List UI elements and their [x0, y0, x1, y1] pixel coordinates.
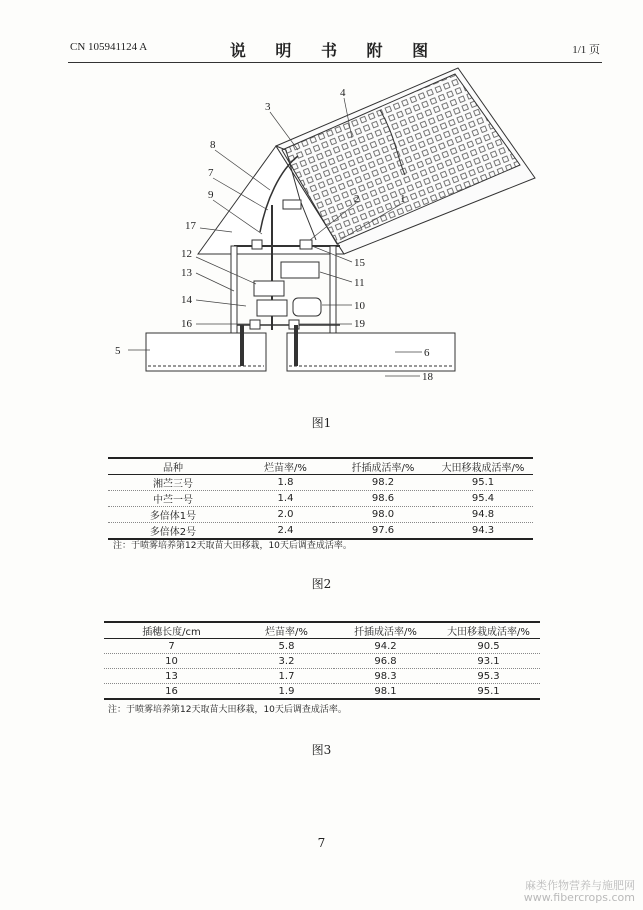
table-header-cell: 大田移栽成活率/% [437, 622, 540, 639]
callout-16: 16 [181, 318, 192, 330]
table-cell: 98.6 [333, 491, 433, 507]
figure3-note: 注：于喷雾培养第12天取苗大田移栽，10天后调查成活率。 [108, 705, 347, 715]
callout-12: 12 [181, 248, 192, 260]
table-row [104, 654, 540, 669]
table-cell: 94.8 [433, 507, 533, 523]
table-header-cell: 烂苗率/% [239, 622, 334, 639]
table-cell: 90.5 [437, 639, 540, 654]
controller-box-11 [281, 262, 319, 278]
table-row [108, 523, 533, 540]
callout-18: 18 [422, 371, 433, 383]
callout-7: 7 [208, 167, 214, 179]
table-cell: 7 [104, 639, 239, 654]
table-cell: 1.9 [239, 684, 334, 700]
valve-left [252, 240, 262, 249]
callout-17: 17 [185, 220, 196, 232]
table-cell: 2.0 [238, 507, 333, 523]
callout-3: 3 [265, 101, 271, 113]
page-number: 7 [317, 836, 326, 850]
table-cell: 95.1 [437, 684, 540, 700]
table-cell: 95.3 [437, 669, 540, 684]
page-info: 1/1 页 [572, 44, 600, 56]
callout-9: 9 [208, 189, 214, 201]
page-title: 说 明 书 附 图 [229, 41, 441, 60]
watermark-name: 麻类作物营养与施肥网 [525, 879, 635, 892]
box-12 [254, 281, 284, 296]
table-header-cell: 品种 [108, 458, 238, 475]
table-cell: 98.1 [334, 684, 437, 700]
callout-5: 5 [115, 345, 121, 357]
table-cell: 98.3 [334, 669, 437, 684]
table-cell: 93.1 [437, 654, 540, 669]
table-header-cell: 扦插成活率/% [334, 622, 437, 639]
table-header-cell: 烂苗率/% [238, 458, 333, 475]
callout-11: 11 [354, 277, 365, 289]
table-cell: 中苎一号 [108, 491, 238, 507]
publication-number: CN 105941124 A [70, 41, 148, 53]
table-cell: 97.6 [333, 523, 433, 540]
table-cell: 96.8 [334, 654, 437, 669]
table-cell: 湘苎三号 [108, 475, 238, 491]
figure3-caption: 图3 [311, 743, 332, 757]
table-cell: 多倍体1号 [108, 507, 238, 523]
figure2-caption: 图2 [311, 577, 332, 591]
tray-5 [146, 333, 266, 371]
callout-4: 4 [340, 87, 346, 99]
callout-13: 13 [181, 267, 192, 279]
valve-right [300, 240, 312, 249]
table-header-cell: 扦插成活率/% [333, 458, 433, 475]
table-cell: 2.4 [238, 523, 333, 540]
watermark [524, 880, 635, 904]
callout-1: 1 [400, 193, 406, 205]
table-header-cell: 大田移栽成活率/% [433, 458, 533, 475]
table-cell: 95.4 [433, 491, 533, 507]
callout-2: 2 [354, 193, 360, 205]
nozzle-assembly [283, 200, 301, 209]
figure2-table [108, 457, 533, 540]
table-cell: 多倍体2号 [108, 523, 238, 540]
table-header-row [104, 622, 540, 639]
motor-10 [293, 298, 321, 316]
figure1-diagram [0, 0, 643, 410]
table-cell: 98.0 [333, 507, 433, 523]
table-row [108, 475, 533, 491]
table-row [104, 684, 540, 700]
table-row [104, 669, 540, 684]
table-cell: 94.3 [433, 523, 533, 540]
watermark-url: www.fibercrops.com [523, 891, 635, 904]
table-row [108, 507, 533, 523]
table-cell: 13 [104, 669, 239, 684]
valve-16 [250, 320, 260, 329]
figure1-caption: 图1 [311, 416, 332, 430]
callout-6: 6 [424, 347, 430, 359]
callout-8: 8 [210, 139, 216, 151]
figure2-note: 注：于喷雾培养第12天取苗大田移栽，10天后调查成活率。 [113, 541, 352, 551]
pump-10 [257, 300, 287, 316]
table-cell: 1.7 [239, 669, 334, 684]
table-cell: 3.2 [239, 654, 334, 669]
table-cell: 1.4 [238, 491, 333, 507]
table-header-row [108, 458, 533, 475]
table-cell: 1.8 [238, 475, 333, 491]
callout-14: 14 [181, 294, 192, 306]
table-header-cell: 插穗长度/cm [104, 622, 239, 639]
table-row [108, 491, 533, 507]
table-cell: 98.2 [333, 475, 433, 491]
tray-6 [287, 333, 455, 371]
table-cell: 16 [104, 684, 239, 700]
callout-15: 15 [354, 257, 365, 269]
table-row [104, 639, 540, 654]
callout-19: 19 [354, 318, 365, 330]
callout-10: 10 [354, 300, 365, 312]
table-cell: 94.2 [334, 639, 437, 654]
table-cell: 95.1 [433, 475, 533, 491]
table-cell: 5.8 [239, 639, 334, 654]
table-cell: 10 [104, 654, 239, 669]
figure3-table [104, 621, 540, 700]
